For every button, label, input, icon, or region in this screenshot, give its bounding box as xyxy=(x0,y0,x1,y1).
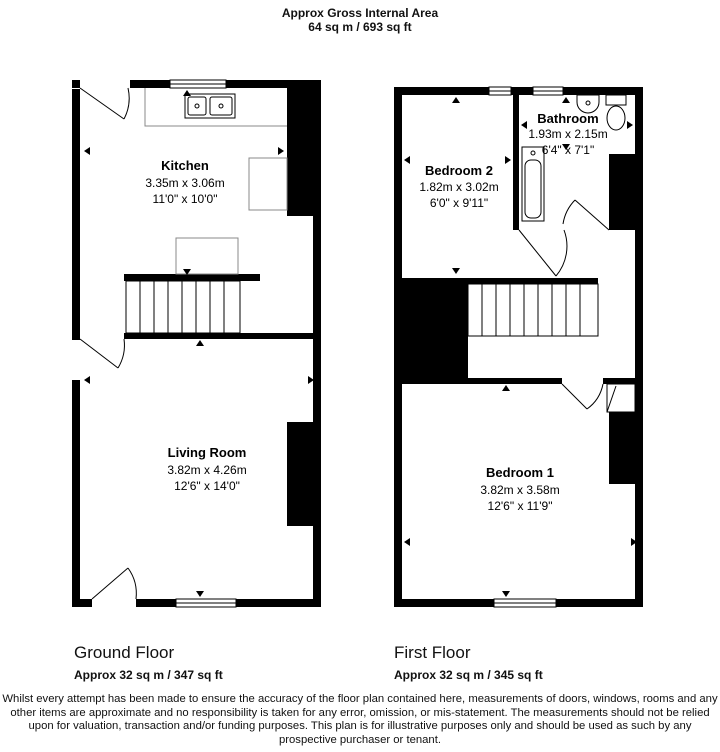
bedroom2-name: Bedroom 2 xyxy=(425,163,493,178)
bedroom2-imperial: 6'0" x 9'11" xyxy=(429,196,489,210)
bedroom1-label xyxy=(480,465,559,513)
first-window-bathroom xyxy=(533,87,563,95)
bathroom-label xyxy=(528,111,607,157)
kitchen-imperial: 11'0" x 10'0" xyxy=(152,192,218,206)
bedroom1-door xyxy=(562,384,635,412)
area-total: 64 sq m / 693 sq ft xyxy=(308,20,412,34)
ground-floor-title: Ground Floor xyxy=(74,643,175,662)
bedroom1-imperial: 12'6" x 11'9" xyxy=(487,499,553,513)
bedroom1-metric: 3.82m x 3.58m xyxy=(480,483,560,497)
living-room-imperial: 12'6" x 14'0" xyxy=(174,479,240,493)
ground-floor-plan xyxy=(72,80,321,607)
ground-floor-area: Approx 32 sq m / 347 sq ft xyxy=(74,668,223,682)
bath xyxy=(522,147,544,221)
bedroom2-door xyxy=(519,230,567,276)
living-room-metric: 3.82m x 4.26m xyxy=(167,463,247,477)
toilet xyxy=(606,95,626,130)
living-room-label xyxy=(167,445,246,493)
first-stairs xyxy=(468,284,598,336)
first-window-bedroom1 xyxy=(494,599,556,607)
bedroom2-label xyxy=(419,163,498,210)
ground-stairs xyxy=(126,281,240,333)
ground-window-kitchen xyxy=(170,80,226,88)
bathroom-metric: 1.93m x 2.15m xyxy=(528,127,608,141)
bedroom1-name: Bedroom 1 xyxy=(486,465,554,480)
kitchen-label xyxy=(145,158,224,206)
kitchen-name: Kitchen xyxy=(161,158,209,173)
bathroom-name: Bathroom xyxy=(537,111,599,126)
living-room-name: Living Room xyxy=(167,445,247,460)
kitchen-metric: 3.35m x 3.06m xyxy=(145,176,225,190)
ground-door-back xyxy=(80,88,129,119)
first-floor-title: First Floor xyxy=(394,643,471,662)
area-title: Approx Gross Internal Area xyxy=(281,6,439,20)
ground-window-living xyxy=(176,599,236,607)
bedroom2-metric: 1.82m x 3.02m xyxy=(419,180,499,194)
first-floor-area: Approx 32 sq m / 345 sq ft xyxy=(394,668,543,682)
first-window-bedroom2 xyxy=(489,87,511,95)
first-floor-plan xyxy=(394,87,643,607)
ground-door-internal xyxy=(80,339,124,368)
bathroom-imperial: 6'4" x 7'1" xyxy=(541,143,595,157)
disclaimer-text: Whilst every attempt has been made to ensure the accuracy of the floor plan contained here, measurements of doors, windows, rooms and any other items are approximate and no responsibility is taken for any error, omission, or mis-statement. The measurements should not be relied upon for valuation, transaction and/or funding purposes. This plan is for illustrative purposes only and should be used as such by any prospective purchaser or tenant. xyxy=(2,693,718,746)
ground-door-front xyxy=(92,568,136,599)
